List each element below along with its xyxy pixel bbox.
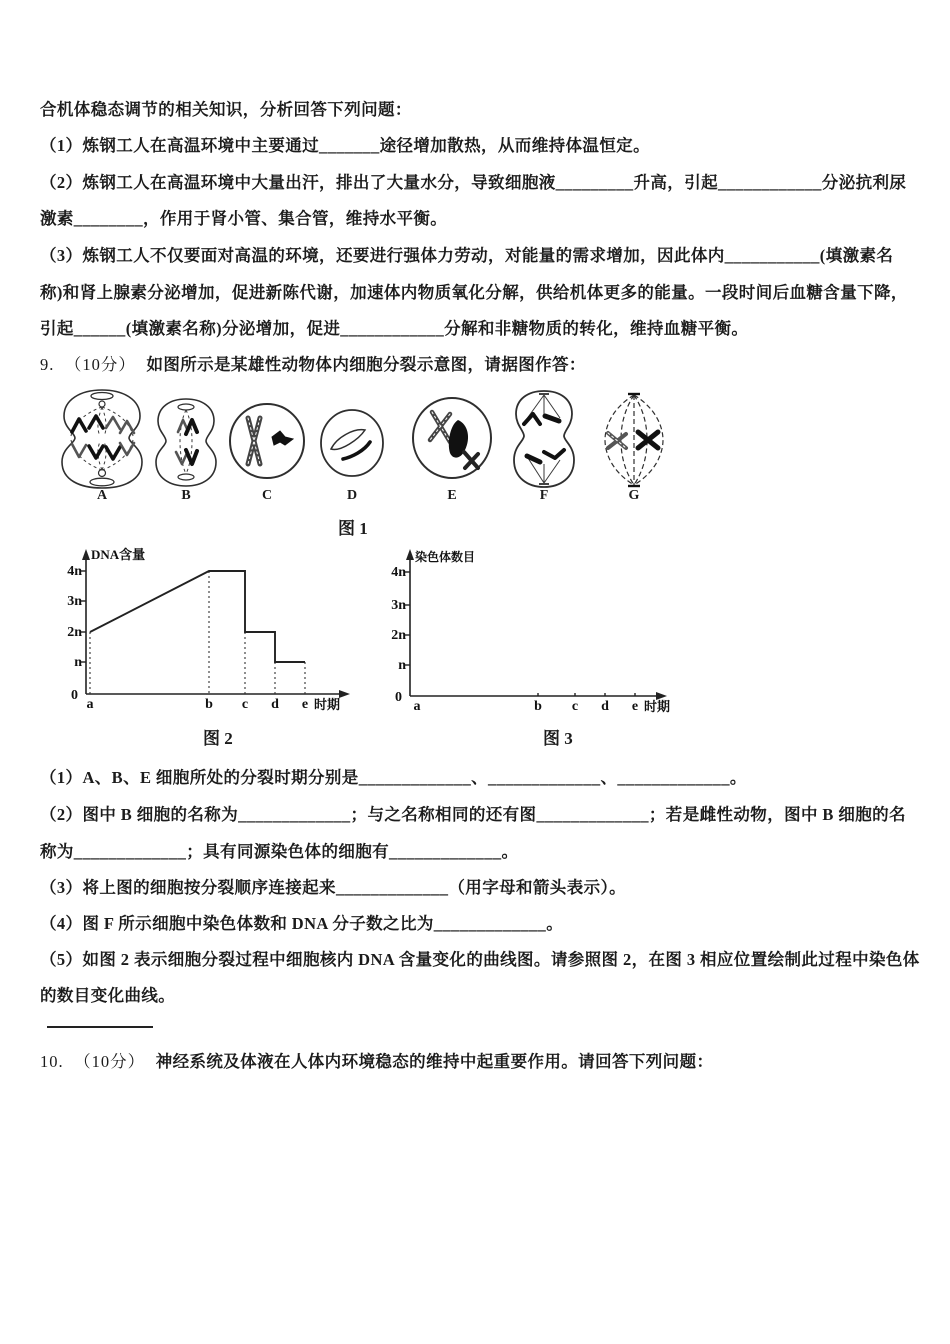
figure2-ytick-3n: 3n (67, 594, 82, 609)
figure3-chromosome-chart (393, 544, 683, 714)
q9-number: 9. (40, 355, 55, 374)
q8-item-2b: 激素________，作用于肾小管、集合管，维持水平衡。 (40, 209, 448, 228)
figure3-xtick-e: e (631, 699, 639, 714)
figure3-xtick-a: a (413, 699, 421, 714)
figure2-xtick-d: d (271, 697, 279, 712)
y-axis-arrow (406, 549, 414, 560)
figure2-xtick-e: e (301, 697, 309, 712)
figure3-xtick-d: d (601, 699, 609, 714)
figure1-cell-B-diagram (150, 396, 222, 488)
figure3-ytick-3n: 3n (391, 598, 406, 613)
figure1-label-E: E (447, 488, 457, 503)
figure1-label-A: A (96, 488, 108, 503)
figure2-y-axis-title: DNA含量 (91, 547, 146, 562)
q9-prompt: 如图所示是某雄性动物体内细胞分裂示意图，请据图作答： (146, 355, 586, 374)
figure2-x-axis-title: 时期 (314, 697, 341, 712)
figure2-caption: 图 2 (203, 729, 233, 748)
figure1-label-D: D (346, 488, 358, 503)
q9-sub-1: （1）A、B、E 细胞所处的分裂时期分别是_____________、_____________、_____________。 (40, 768, 747, 787)
q9-sub-2: （2）图中 B 细胞的名称为_____________；与之名称相同的还有图_____________；若是雌性动物，图中 B 细胞的名 (40, 805, 906, 824)
q8-item-2: （2）炼钢工人在高温环境中大量出汗，排出了大量水分，导致细胞液_________升高，引起____________分泌抗利尿 (40, 173, 907, 192)
q10-number: 10. (40, 1052, 64, 1071)
figure1-cell-E-diagram (410, 396, 494, 480)
x-axis-arrow (339, 690, 350, 698)
figure3-x-axis-title: 时期 (644, 699, 671, 714)
figure2-xtick-a: a (86, 697, 94, 712)
figure1-label-B: B (181, 488, 191, 503)
figure1-cell-D-diagram (318, 408, 386, 478)
figure3-y-axis-title: 染色体数目 (415, 550, 476, 564)
figure2-ytick-4n: 4n (67, 564, 82, 579)
figure3-ytick-n: n (398, 658, 406, 673)
q9-sub-4: （4）图 F 所示细胞中染色体数和 DNA 分子数之比为_____________。 (40, 914, 564, 933)
answer-blank-line (47, 1026, 153, 1028)
q8-item-3c: 引起______(填激素名称)分泌增加，促进____________分解和非糖物质的转化，维持血糖平衡。 (40, 319, 749, 338)
y-axis-arrow (82, 549, 90, 560)
q10-score: （10分） (74, 1052, 146, 1071)
figure1-label-G: G (628, 488, 640, 503)
figure1-caption: 图 1 (338, 519, 368, 538)
q9-sub-5b: 的数目变化曲线。 (40, 986, 176, 1005)
figure1-cell-A-diagram (58, 386, 146, 490)
figure1-cell-G-diagram (596, 390, 672, 490)
figure2-dna-chart (58, 544, 358, 714)
q8-item-3: （3）炼钢工人不仅要面对高温的环境，还要进行强体力劳动，对能量的需求增加，因此体内___________(填激素名 (40, 246, 894, 265)
figure3-ytick-2n: 2n (391, 628, 406, 643)
figure1-label-C: C (261, 488, 273, 503)
figure1-cell-C-diagram (227, 401, 307, 481)
q9-sub-5: （5）如图 2 表示细胞分裂过程中细胞核内 DNA 含量变化的曲线图。请参照图 2，在图 3 相应位置绘制此过程中染色体 (40, 950, 920, 969)
q9-score: （10分） (64, 355, 136, 374)
dna-content-curve (90, 571, 305, 662)
figure2-xtick-c: c (241, 697, 249, 712)
intro-line: 合机体稳态调节的相关知识，分析回答下列问题： (40, 100, 412, 119)
figure3-xtick-b: b (534, 699, 542, 714)
q10-prompt: 神经系统及体液在人体内环境稳态的维持中起重要作用。请回答下列问题： (155, 1052, 714, 1071)
q9-sub-2b: 称为_____________；具有同源染色体的细胞有_____________。 (40, 842, 519, 861)
figure2-ytick-n: n (74, 655, 82, 670)
figure2-ytick-0: 0 (71, 688, 78, 703)
figure3-ytick-4n: 4n (391, 565, 406, 580)
q8-item-1: （1）炼钢工人在高温环境中主要通过_______途径增加散热，从而维持体温恒定。 (40, 136, 650, 155)
figure1-label-F: F (539, 488, 549, 503)
figure3-caption: 图 3 (543, 729, 573, 748)
figure1-cell-F-diagram (510, 388, 578, 490)
q9-sub-3: （3）将上图的细胞按分裂顺序连接起来_____________（用字母和箭头表示）。 (40, 878, 627, 897)
q8-item-3b: 称)和肾上腺素分泌增加，促进新陈代谢，加速体内物质氧化分解，供给机体更多的能量。一段时间后血糖含量下降， (40, 283, 908, 302)
q10-header (40, 1048, 713, 1072)
figure3-ytick-0: 0 (395, 690, 402, 705)
figure2-ytick-2n: 2n (67, 625, 82, 640)
figure3-xtick-c: c (571, 699, 579, 714)
q9-header (40, 351, 586, 375)
figure2-xtick-b: b (205, 697, 213, 712)
